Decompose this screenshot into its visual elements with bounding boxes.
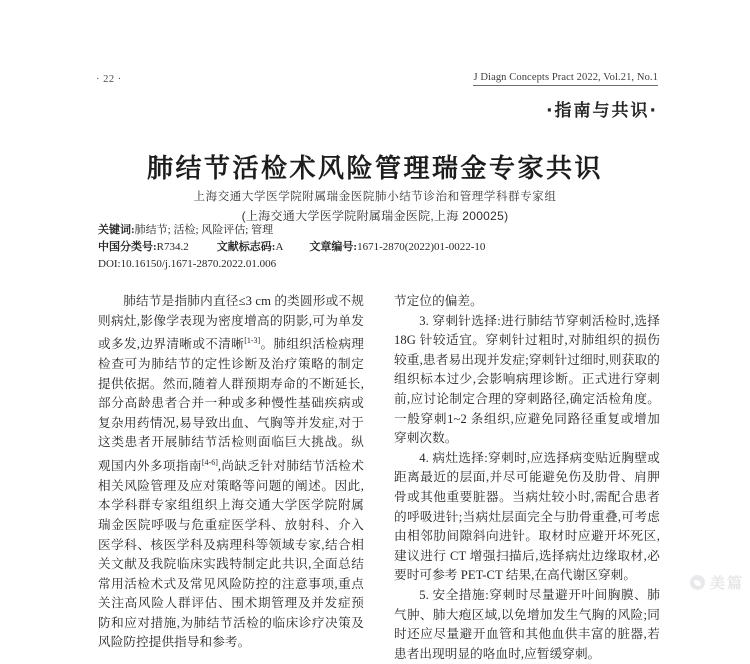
paragraph: 节定位的偏差。 xyxy=(394,294,483,308)
doi-row xyxy=(98,256,658,273)
paragraph: 5. 安全措施:穿刺时尽量避开叶间胸膜、肺气肿、肺大疱区域,以免增加发生气胸的风险;同时还应尽量避开血管和其他血供丰富的脏器,若患者出现明显的咯血时,应暂缓穿刺。 xyxy=(394,587,660,661)
keywords-row xyxy=(98,222,658,239)
article-id-value: 1671-2870(2022)01-0022-10 xyxy=(357,241,486,253)
paragraph: 4. 病灶选择:穿刺时,应选择病变贴近胸壁或距离最近的层面,并尽可能避免伤及肋骨、肩胛骨或其他重要脏器。当病灶较小时,需配合患者的呼吸进针;当病灶层面完全与肋骨重叠,可考虑由相邻肋间隙斜向进针。取材时应避开坏死区,建议进行 CT 增强扫描后,选择病灶边缘取材,必要时可参考 PET-CT 结果,在高代谢区穿刺。 xyxy=(394,450,660,583)
keywords-value: 肺结节; 活检; 风险评估; 管理 xyxy=(134,224,274,236)
classification-row xyxy=(98,239,658,256)
doc-code-label: 文献标志码: xyxy=(216,241,276,253)
paragraph: 3. 穿刺针选择:进行肺结节穿刺活检时,选择18G 针较适宜。穿刺针过粗时,对肺组织的损伤较重,患者易出现并发症;穿刺针过细时,则获取的组织标本过少,会影响病理诊断。正式进行穿刺前,应讨论制定合理的穿刺路径,确定活检角度。一般穿刺1~2 条组织,应避免同路径重复或增加穿刺次数。 xyxy=(394,313,660,446)
page-number: · 22 · xyxy=(96,74,122,85)
affiliation: (上海交通大学医学院附属瑞金医院,上海 200025) xyxy=(241,209,509,223)
author-group: 上海交通大学医学院附属瑞金医院肺小结节诊治和管理学科群专家组 xyxy=(193,191,557,203)
clc-label: 中国分类号: xyxy=(98,241,157,253)
paragraph xyxy=(98,292,364,653)
left-column xyxy=(98,292,364,650)
keywords-label: 关键词: xyxy=(98,224,135,236)
section-kicker: ·指南与共识· xyxy=(546,101,658,121)
doc-code-value: A xyxy=(275,241,284,253)
watermark-label: 美篇 xyxy=(709,574,744,592)
watermark xyxy=(690,572,744,593)
running-head xyxy=(0,72,750,94)
doi-value: DOI:10.16150/j.1671-2870.2022.01.006 xyxy=(98,258,277,270)
clc-value: R734.2 xyxy=(156,241,189,253)
citation-marker: [1-3] xyxy=(244,336,261,346)
paragraph-text-continued: 。肺组织活检病理检查可为肺结节的定性诊断及治疗策略的制定提供依据。然而,随着人群预期寿命的不断延长,部分高龄患者合并一种或多种慢性基础疾病或复杂用药情况,易导致出血、气胸等并发症,对于这类患者开展肺结节活检则面临巨大挑战。纵观国内外多项指南 xyxy=(98,337,364,474)
right-column xyxy=(394,292,660,661)
citation-marker: [4-6] xyxy=(201,457,218,467)
meipian-logo-icon xyxy=(690,575,705,590)
paragraph-text: 肺结节是指肺内直径≤3 cm 的类圆形或不规则病灶,影像学表现为密度增高的阴影,可为单发或多发,边界清晰或不清晰 xyxy=(98,294,364,352)
journal-citation-line: J Diagn Concepts Pract 2022, Vol.21, No.1 xyxy=(473,72,658,86)
article-id-label: 文章编号: xyxy=(309,241,358,253)
body-columns xyxy=(98,292,660,661)
paragraph-text-continued: ,尚缺乏针对肺结节活检术相关风险管理及应对策略等问题的阐述。因此,本学科群专家组组织上海交通大学医学院附属瑞金医院呼吸与危重症医学科、放射科、介入医学科、核医学科及病理科等领域专家,结合相关文献及我院临床实践特制定此共识,全面总结常用活检术式及常见风险防控的注意事项,重点关注高风险人群评估、围术期管理及并发症预防和应对措施,为肺结节活检的临床诊疗决策及风险防控提供指导和参考。 xyxy=(98,459,364,650)
page-title: 肺结节活检术风险管理瑞金专家共识 xyxy=(146,154,603,185)
